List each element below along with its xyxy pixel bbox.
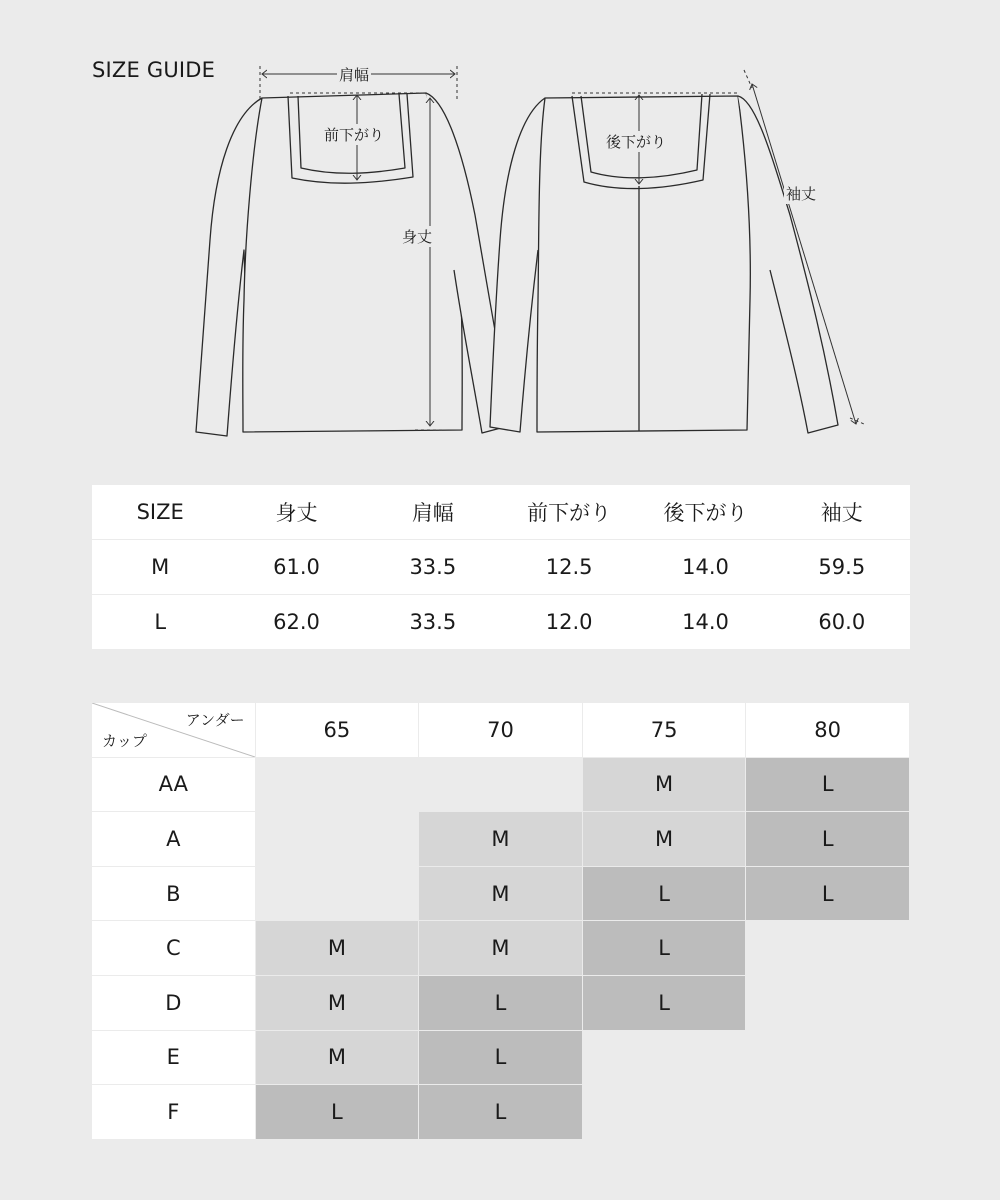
table-cell: 62.0: [273, 610, 320, 634]
size-cell: L: [746, 812, 909, 866]
cup-size-label: A: [92, 812, 255, 866]
under-size-header: 65: [256, 703, 419, 757]
empty-cell: [256, 867, 419, 921]
cup-size-label: B: [92, 867, 255, 921]
cup-size-label: F: [92, 1085, 255, 1139]
size-cell: M: [256, 976, 419, 1030]
empty-cell: [419, 758, 582, 812]
shoulder-label: 肩幅: [339, 66, 370, 84]
size-cell: L: [419, 976, 582, 1030]
size-table-header-row: [92, 485, 910, 539]
front-drop-label: 前下がり: [324, 126, 385, 144]
under-size-header: 80: [746, 703, 909, 757]
header-cell: SIZE: [136, 500, 184, 524]
size-cell: M: [419, 812, 582, 866]
empty-cell: [746, 1085, 909, 1139]
body-length-label: 身丈: [402, 228, 433, 246]
empty-cell: [256, 812, 419, 866]
table-cell: 12.0: [545, 610, 593, 634]
page-title: SIZE GUIDE: [92, 58, 216, 82]
under-size-header: 70: [419, 703, 582, 757]
cup-size-label: AA: [92, 758, 255, 812]
size-cell: M: [419, 921, 582, 975]
size-table: [92, 485, 910, 650]
table-cell: 60.0: [818, 610, 866, 634]
cup-size-label: E: [92, 1031, 255, 1085]
table-cell: 61.0: [273, 555, 320, 579]
size-cell: M: [583, 812, 746, 866]
empty-cell: [583, 1031, 746, 1085]
cup-label: カップ: [102, 731, 147, 750]
table-cell: 33.5: [409, 610, 457, 634]
table-cell: 59.5: [818, 555, 866, 579]
size-cell: L: [583, 867, 746, 921]
garment-illustration: [0, 0, 1000, 470]
header-cell: 前下がり: [527, 501, 612, 525]
header-cell: 身丈: [275, 501, 318, 525]
size-cell: L: [583, 921, 746, 975]
table-cell: 12.5: [545, 555, 593, 579]
size-cell: L: [419, 1031, 582, 1085]
size-cell: M: [256, 1031, 419, 1085]
size-cell: M: [256, 921, 419, 975]
empty-cell: [256, 758, 419, 812]
header-cell: 肩幅: [411, 501, 454, 525]
empty-cell: [746, 976, 909, 1030]
under-size-header: 75: [583, 703, 746, 757]
corner-cell: [92, 703, 255, 757]
under-label: アンダー: [185, 711, 245, 729]
size-cell: L: [256, 1085, 419, 1139]
cup-size-label: C: [92, 921, 255, 975]
header-cell: 袖丈: [820, 501, 863, 525]
empty-cell: [583, 1085, 746, 1139]
table-cell: L: [154, 610, 167, 634]
size-cell: L: [419, 1085, 582, 1139]
table-row: [92, 540, 910, 594]
cup-size-label: D: [92, 976, 255, 1030]
table-cell: M: [151, 555, 170, 579]
size-cell: L: [746, 867, 909, 921]
size-cell: M: [583, 758, 746, 812]
table-cell: 33.5: [409, 555, 457, 579]
size-cell: M: [419, 867, 582, 921]
empty-cell: [746, 1031, 909, 1085]
header-cell: 後下がり: [663, 501, 748, 525]
size-cell: L: [746, 758, 909, 812]
empty-cell: [746, 921, 909, 975]
sleeve-label: 袖丈: [786, 185, 817, 203]
size-cell: L: [583, 976, 746, 1030]
bra-size-table: [92, 703, 910, 1139]
back-drop-label: 後下がり: [606, 133, 667, 151]
table-cell: 14.0: [682, 610, 729, 634]
table-row: [92, 595, 910, 649]
table-cell: 14.0: [682, 555, 729, 579]
